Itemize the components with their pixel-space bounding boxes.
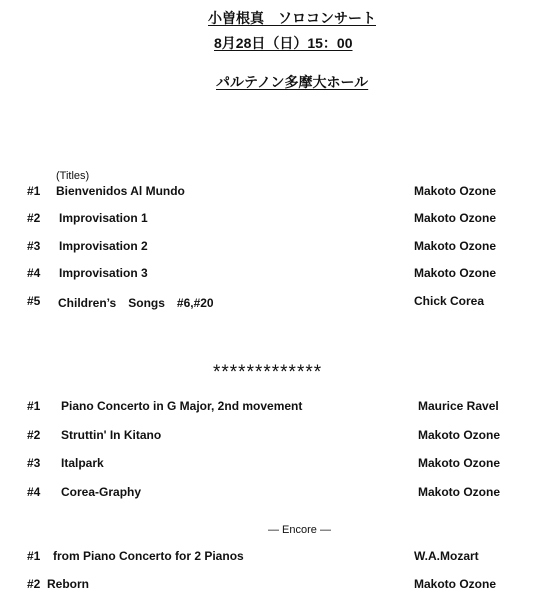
section-separator: ************* (213, 362, 323, 383)
track-composer: Maurice Ravel (418, 399, 499, 413)
track-number: #2 (27, 211, 41, 225)
track-composer: Chick Corea (414, 294, 485, 308)
track-composer: Makoto Ozone (414, 239, 497, 253)
track-title: Italpark (61, 456, 104, 470)
track-title: Piano Concerto in G Major, 2nd movement (61, 399, 303, 413)
track-title: Improvisation 1 (59, 211, 148, 225)
track-number: #4 (27, 266, 41, 280)
track-number: #3 (27, 456, 41, 470)
track-title: Corea-Graphy (61, 485, 142, 499)
track-composer: W.A.Mozart (414, 549, 479, 563)
track-composer: Makoto Ozone (414, 184, 497, 198)
track-title: Improvisation 2 (59, 239, 148, 253)
track-composer: Makoto Ozone (418, 485, 501, 499)
track-title: Struttin' In Kitano (61, 428, 162, 442)
titles-label: (Titles) (56, 170, 90, 182)
encore-label: ― Encore ― (268, 524, 331, 536)
track-title: Children’s Songs #6,#20 (58, 296, 214, 310)
track-composer: Makoto Ozone (414, 266, 497, 280)
track-number: #1 (27, 399, 41, 413)
track-number: #1 (27, 184, 41, 198)
concert-datetime: 8月28日（日）15：00 (214, 35, 353, 51)
track-title: Reborn (47, 577, 89, 591)
track-number: #1 (27, 549, 41, 563)
track-composer: Makoto Ozone (418, 456, 501, 470)
track-composer: Makoto Ozone (418, 428, 501, 442)
track-number: #2 (27, 428, 41, 442)
track-number: #2 (27, 577, 41, 591)
concert-title: 小曽根真 ソロコンサート (208, 10, 376, 26)
track-composer: Makoto Ozone (414, 211, 497, 225)
track-composer: Makoto Ozone (414, 577, 497, 591)
track-title: Bienvenidos Al Mundo (56, 184, 185, 198)
track-title: from Piano Concerto for 2 Pianos (53, 549, 244, 563)
concert-venue: パルテノン多摩大ホール (216, 74, 369, 90)
track-number: #4 (27, 485, 41, 499)
track-number: #5 (27, 294, 41, 308)
track-number: #3 (27, 239, 41, 253)
track-title: Improvisation 3 (59, 266, 148, 280)
